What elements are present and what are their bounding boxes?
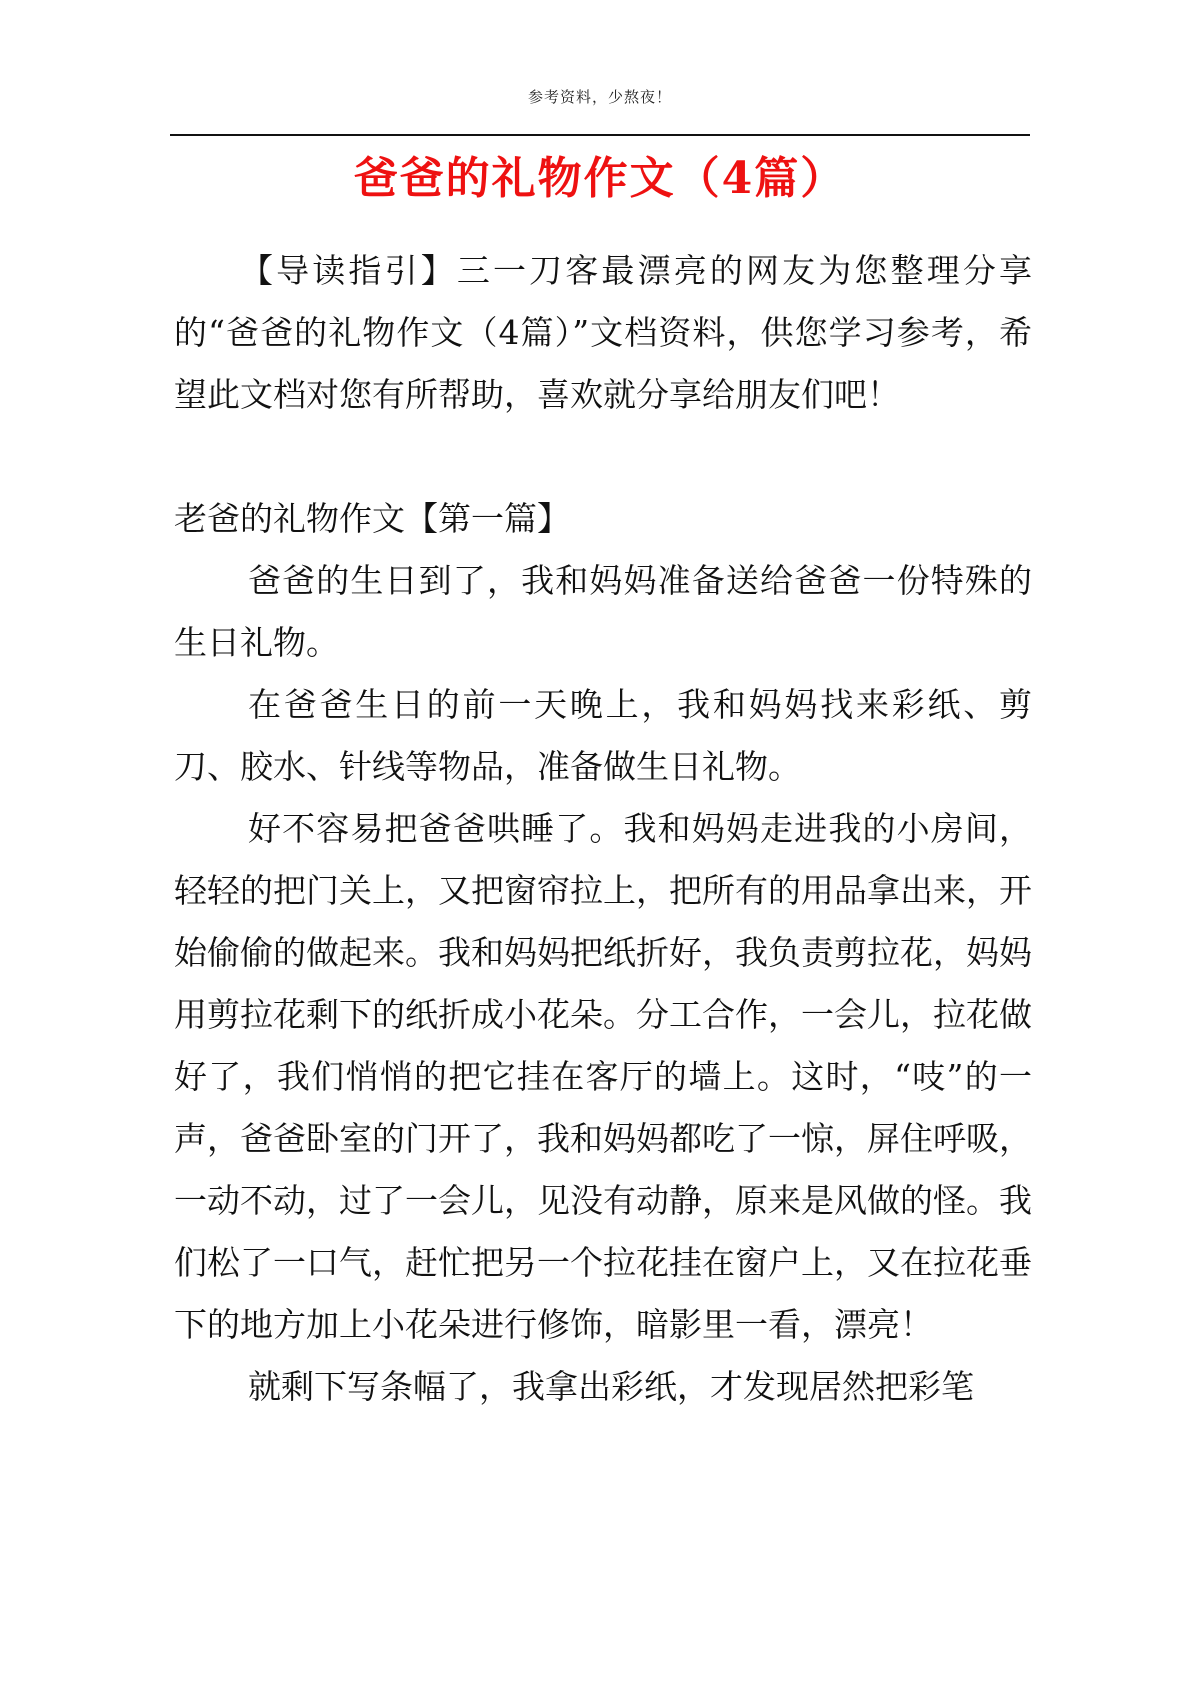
document-title: 爸爸的礼物作文（4篇） [353, 153, 847, 204]
header-divider [170, 134, 1030, 136]
body-paragraph-1: 爸爸的生日到了，我和妈妈准备送给爸爸一份特殊的生日礼物。 [174, 561, 1032, 662]
body-paragraph-4: 就剩下写条幅了，我拿出彩纸，才发现居然把彩笔 [248, 1367, 974, 1406]
section-heading: 老爸的礼物作文【第一篇】 [174, 499, 570, 538]
header-note: 参考资料，少熬夜！ [527, 88, 672, 106]
section-spacer [174, 426, 1032, 488]
intro-paragraph: 【导读指引】三一刀客最漂亮的网友为您整理分享的“爸爸的礼物作文（4篇）”文档资料，供您学习参考，希望此文档对您有所帮助，喜欢就分享给朋友们吧！ [174, 251, 1032, 414]
body-paragraph-3: 好不容易把爸爸哄睡了。我和妈妈走进我的小房间，轻轻的把门关上，又把窗帘拉上，把所有的用品拿出来，开始偷偷的做起来。我和妈妈把纸折好，我负责剪拉花，妈妈用剪拉花剩下的纸折成小花朵。分工合作，一会儿，拉花做好了，我们悄悄的把它挂在客厅的墙上。这时，“吱”的一声，爸爸卧室的门开了，我和妈妈都吃了一惊，屏住呼吸，一动不动，过了一会儿，见没有动静，原来是风做的怪。我们松了一口气，赶忙把另一个拉花挂在窗户上，又在拉花垂下的地方加上小花朵进行修饰，暗影里一看，漂亮！ [174, 809, 1032, 1344]
document-body [174, 240, 1032, 1418]
body-paragraph-2: 在爸爸生日的前一天晚上，我和妈妈找来彩纸、剪刀、胶水、针线等物品，准备做生日礼物。 [174, 685, 1032, 786]
